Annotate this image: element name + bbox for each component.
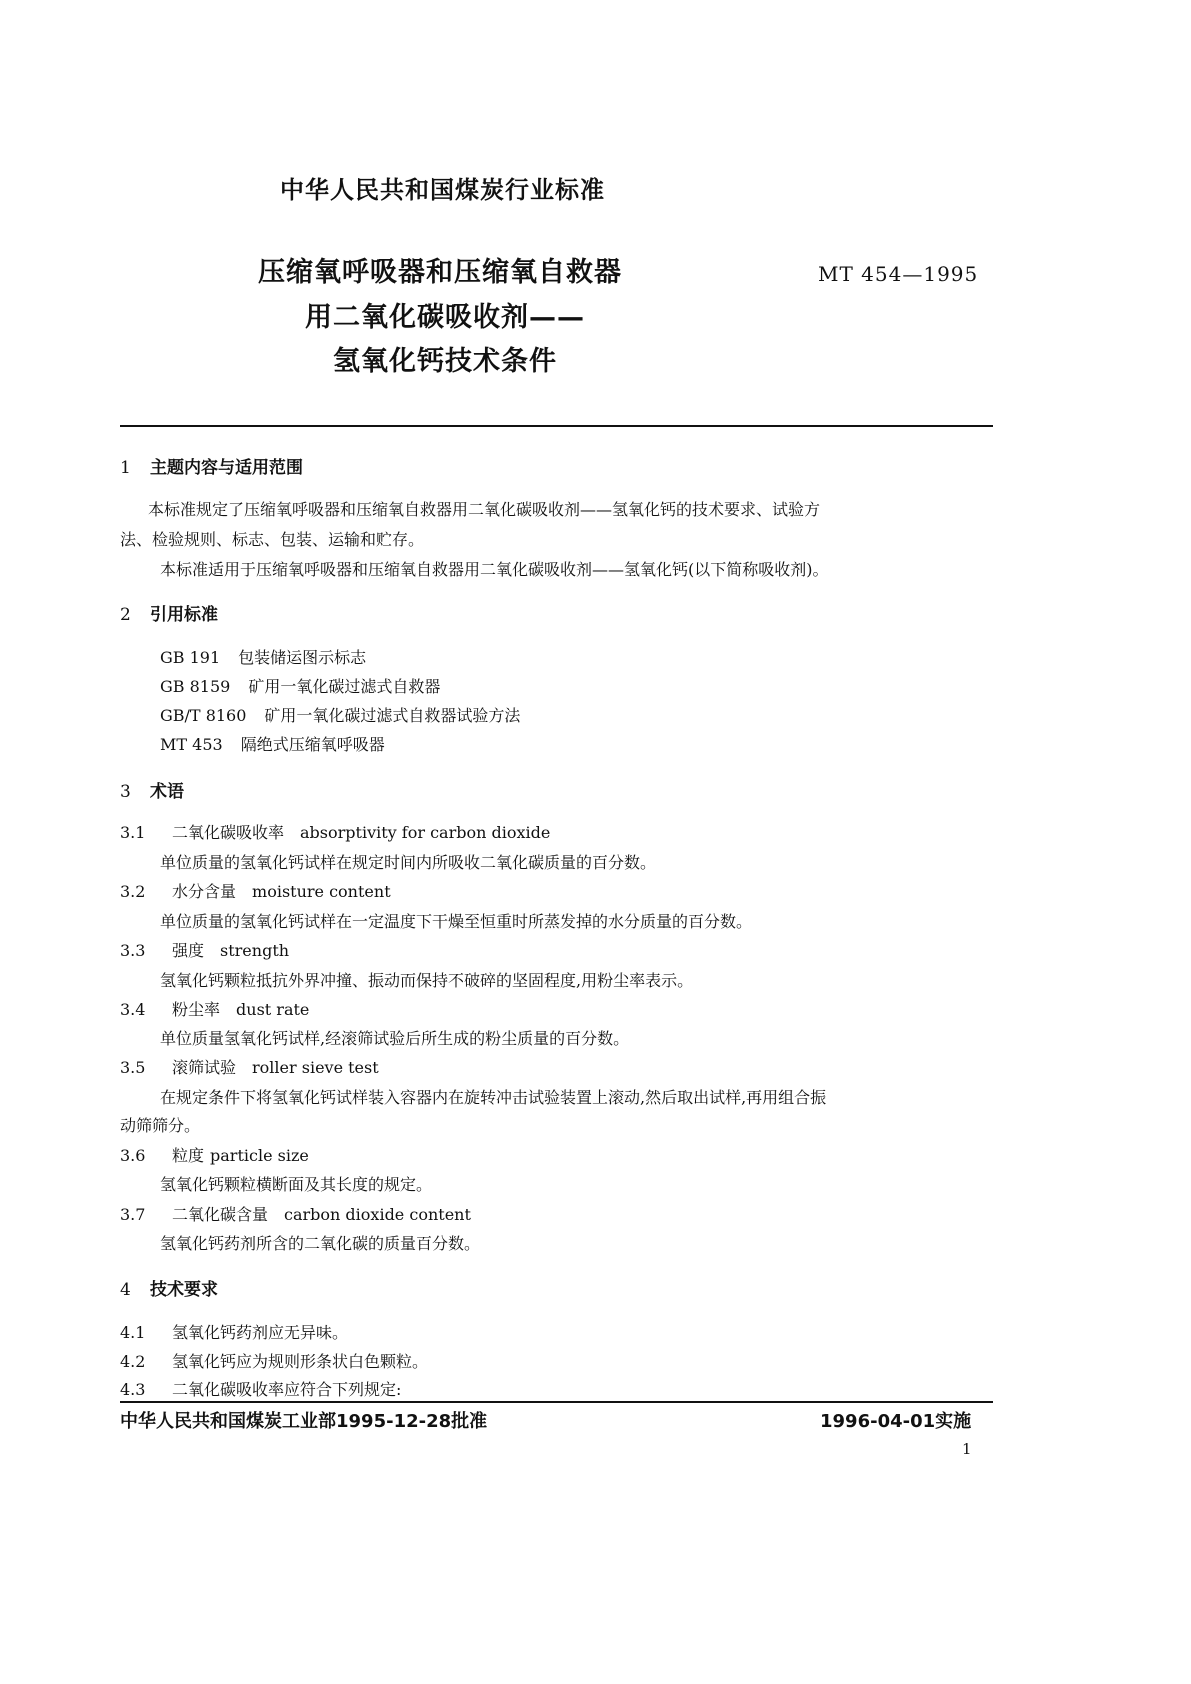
term-en: carbon dioxide content	[284, 1205, 471, 1224]
section-3-heading	[120, 777, 184, 802]
term-number: 3.7	[120, 1205, 146, 1224]
s1-paragraph-1-line-1: 本标准规定了压缩氧呼吸器和压缩氧自救器用二氧化碳吸收剂——氢氧化钙的技术要求、试验方	[148, 500, 821, 519]
term-zh: 二氧化碳含量	[172, 1205, 269, 1224]
standard-code: MT 454—1995	[818, 262, 979, 286]
term-zh: 粒度	[172, 1146, 205, 1165]
implementation-date: 1996-04-01实施	[820, 1411, 972, 1432]
term-number: 3.5	[120, 1058, 146, 1077]
term-3-3	[120, 938, 289, 961]
term-en: absorptivity for carbon dioxide	[300, 823, 551, 842]
reference-code: GB 191	[160, 648, 221, 667]
reference-item	[160, 645, 366, 668]
section-number: 4	[120, 1280, 131, 1300]
section-title: 主题内容与适用范围	[150, 458, 303, 478]
term-en: strength	[220, 941, 290, 960]
section-number: 2	[120, 605, 131, 625]
section-number: 1	[120, 458, 131, 478]
term-definition-continued: 动筛筛分。	[120, 1116, 201, 1135]
standard-category: 中华人民共和国煤炭行业标准	[280, 176, 605, 204]
s1-paragraph-2: 本标准适用于压缩氧呼吸器和压缩氧自救器用二氧化碳吸收剂——氢氧化钙(以下简称吸收剂)。	[160, 560, 829, 579]
term-number: 3.2	[120, 882, 146, 901]
section-number: 3	[120, 782, 131, 802]
page-number: 1	[962, 1440, 972, 1458]
bottom-rule	[120, 1401, 993, 1403]
term-definition: 氢氧化钙药剂所含的二氧化碳的质量百分数。	[160, 1234, 481, 1253]
top-rule	[120, 425, 993, 427]
section-title: 技术要求	[150, 1280, 218, 1300]
term-definition: 氢氧化钙颗粒抵抗外界冲撞、振动而保持不破碎的坚固程度,用粉尘率表示。	[160, 971, 694, 990]
term-en: particle size	[210, 1146, 309, 1165]
term-en: dust rate	[236, 1000, 310, 1019]
section-1-heading	[120, 453, 303, 478]
term-3-5	[120, 1055, 379, 1078]
reference-code: GB/T 8160	[160, 706, 247, 725]
reference-item	[160, 732, 385, 755]
term-definition: 单位质量氢氧化钙试样,经滚筛试验后所生成的粉尘质量的百分数。	[160, 1029, 630, 1048]
term-definition: 氢氧化钙颗粒横断面及其长度的规定。	[160, 1175, 433, 1194]
reference-code: MT 453	[160, 735, 223, 754]
requirement-4-1	[120, 1320, 348, 1343]
term-number: 3.4	[120, 1000, 146, 1019]
term-zh: 粉尘率	[172, 1000, 221, 1019]
term-definition: 在规定条件下将氢氧化钙试样装入容器内在旋转冲击试验装置上滚动,然后取出试样,再用组合振	[160, 1088, 827, 1107]
requirement-4-2	[120, 1349, 428, 1372]
approval-line: 中华人民共和国煤炭工业部1995-12-28批准	[120, 1411, 488, 1432]
item-text: 氢氧化钙药剂应无异味。	[172, 1323, 349, 1342]
term-zh: 强度	[172, 941, 205, 960]
reference-title: 矿用一氧化碳过滤式自救器	[248, 677, 441, 696]
section-4-heading	[120, 1275, 218, 1300]
term-zh: 二氧化碳吸收率	[172, 823, 285, 842]
reference-item	[160, 674, 440, 697]
section-title: 术语	[150, 782, 184, 802]
term-definition: 单位质量的氢氧化钙试样在规定时间内所吸收二氧化碳质量的百分数。	[160, 853, 657, 872]
term-number: 3.1	[120, 823, 146, 842]
item-text: 氢氧化钙应为规则形条状白色颗粒。	[172, 1352, 429, 1371]
term-3-1	[120, 820, 550, 843]
term-definition: 单位质量的氢氧化钙试样在一定温度下干燥至恒重时所蒸发掉的水分质量的百分数。	[160, 912, 753, 931]
term-en: roller sieve test	[252, 1058, 379, 1077]
term-number: 3.3	[120, 941, 146, 960]
item-text: 二氧化碳吸收率应符合下列规定:	[172, 1380, 402, 1399]
reference-title: 包装储运图示标志	[238, 648, 367, 667]
term-number: 3.6	[120, 1146, 146, 1165]
reference-code: GB 8159	[160, 677, 231, 696]
title-line-1: 压缩氧呼吸器和压缩氧自救器	[258, 257, 622, 288]
title-line-3: 氢氧化钙技术条件	[333, 346, 557, 377]
term-3-6	[120, 1143, 309, 1166]
title-line-2: 用二氧化碳吸收剂——	[305, 302, 585, 333]
section-title: 引用标准	[150, 605, 218, 625]
requirement-4-3	[120, 1377, 401, 1400]
term-en: moisture content	[252, 882, 391, 901]
reference-item	[160, 703, 520, 726]
term-3-7	[120, 1202, 471, 1225]
term-3-4	[120, 997, 309, 1020]
item-number: 4.3	[120, 1380, 146, 1399]
item-number: 4.2	[120, 1352, 146, 1371]
reference-title: 矿用一氧化碳过滤式自救器试验方法	[264, 706, 521, 725]
item-number: 4.1	[120, 1323, 146, 1342]
s1-paragraph-1-line-2: 法、检验规则、标志、包装、运输和贮存。	[120, 530, 425, 549]
term-zh: 滚筛试验	[172, 1058, 237, 1077]
section-2-heading	[120, 600, 218, 625]
term-zh: 水分含量	[172, 882, 237, 901]
reference-title: 隔绝式压缩氧呼吸器	[240, 735, 385, 754]
term-3-2	[120, 879, 391, 902]
